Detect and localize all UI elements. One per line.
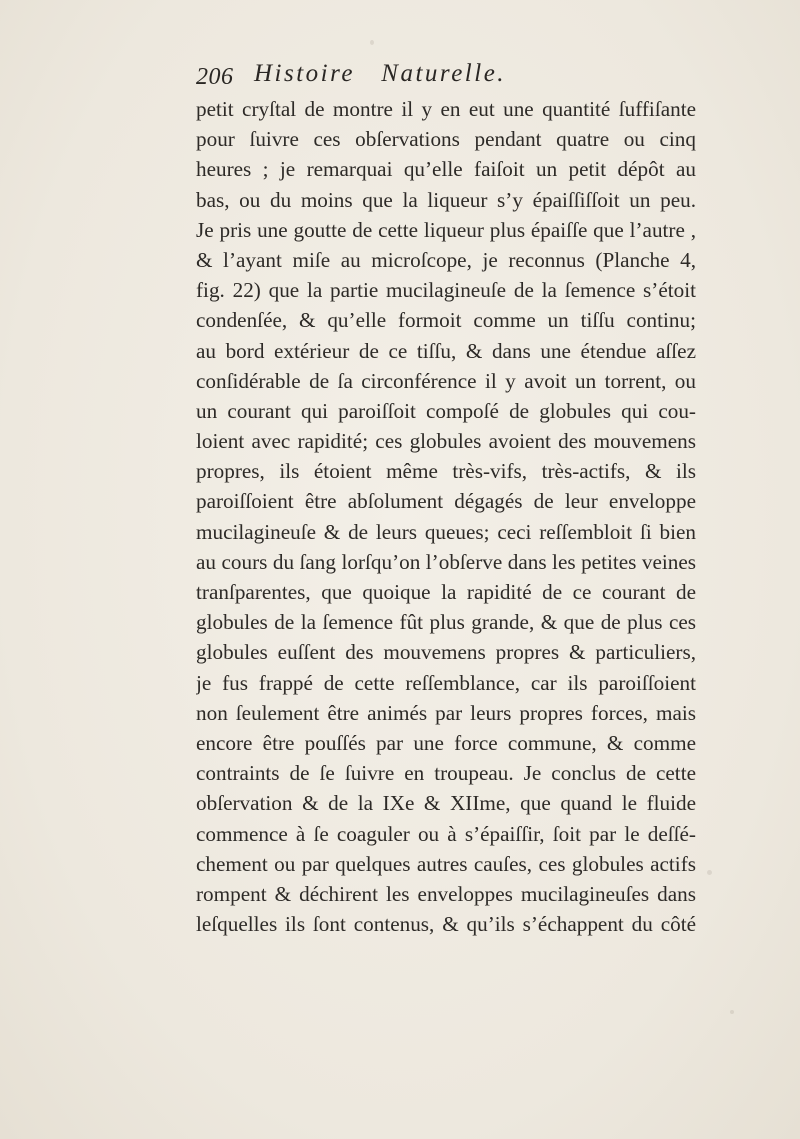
text-line: paroiſſoient être abſolument dégagés de leur enveloppe: [196, 489, 696, 514]
page-header: [196, 60, 696, 96]
running-title-word-1: Histoire: [254, 60, 356, 87]
text-line: bas, ou du moins que la liqueur s’y épaiſſiſſoit un peu.: [196, 187, 696, 212]
text-line: fig. 22) que la partie mucilagineuſe de la ſemence s’étoit: [196, 278, 696, 303]
text-line: globules euſſent des mouvemens propres & particuliers,: [196, 640, 696, 665]
text-line: heures ; je remarquai qu’elle faiſoit un petit dépôt au: [196, 157, 696, 182]
text-line: chement ou par quelques autres cauſes, ces globules actifs: [196, 851, 696, 876]
text-line: loient avec rapidité; ces globules avoient des mouvemens: [196, 429, 696, 454]
text-line: condenſée, & qu’elle formoit comme un tiſſu continu;: [196, 308, 696, 333]
text-line: petit cryſtal de montre il y en eut une quantité ſuffiſante: [196, 97, 696, 121]
page-number: 206: [196, 64, 234, 90]
text-line: encore être pouſſés par une force commune, & comme: [196, 730, 696, 755]
ink-speck: [370, 40, 374, 45]
text-line: contraints de ſe ſuivre en troupeau. Je conclus de cette: [196, 761, 696, 786]
text-line: non ſeulement être animés par leurs propres forces, mais: [196, 700, 696, 725]
text-line: un courant qui paroiſſoit compoſé de globules qui cou-: [196, 398, 696, 423]
text-line: & l’ayant miſe au microſcope, je reconnus (Planche 4,: [196, 247, 696, 272]
text-line: mucilagineuſe & de leurs queues; ceci reſſembloit ſi bien: [196, 519, 696, 544]
text-line: conſidérable de ſa circonférence il y avoit un torrent, ou: [196, 368, 696, 393]
text-line: obſervation & de la IXe & XIIme, que quand le fluide: [196, 791, 696, 816]
text-line: pour ſuivre ces obſervations pendant quatre ou cinq: [196, 127, 696, 152]
text-line: au bord extérieur de ce tiſſu, & dans une étendue aſſez: [196, 338, 696, 363]
text-line: au cours du ſang lorſqu’on l’obſerve dans les petites veines: [196, 549, 696, 574]
ink-speck: [707, 870, 712, 875]
text-line: propres, ils étoient même très-vifs, très-actifs, & ils: [196, 459, 696, 484]
text-line: globules de la ſemence fût plus grande, & que de plus ces: [196, 610, 696, 635]
text-line: Je pris une goutte de cette liqueur plus épaiſſe que l’autre ,: [196, 217, 696, 242]
ink-speck: [730, 1010, 734, 1014]
body-text: [196, 94, 696, 939]
text-line: je fus frappé de cette reſſemblance, car ils paroiſſoient: [196, 670, 696, 695]
text-line: leſquelles ils ſont contenus, & qu’ils s’échappent du côté: [196, 912, 696, 937]
running-title-word-2: Naturelle.: [381, 60, 507, 87]
text-line: commence à ſe coaguler ou à s’épaiſſir, ſoit par le deſſé-: [196, 821, 696, 846]
running-title: [254, 60, 506, 88]
text-line: rompent & déchirent les enveloppes mucilagineuſes dans: [196, 881, 696, 906]
text-line: tranſparentes, que quoique la rapidité de ce courant de: [196, 580, 696, 604]
